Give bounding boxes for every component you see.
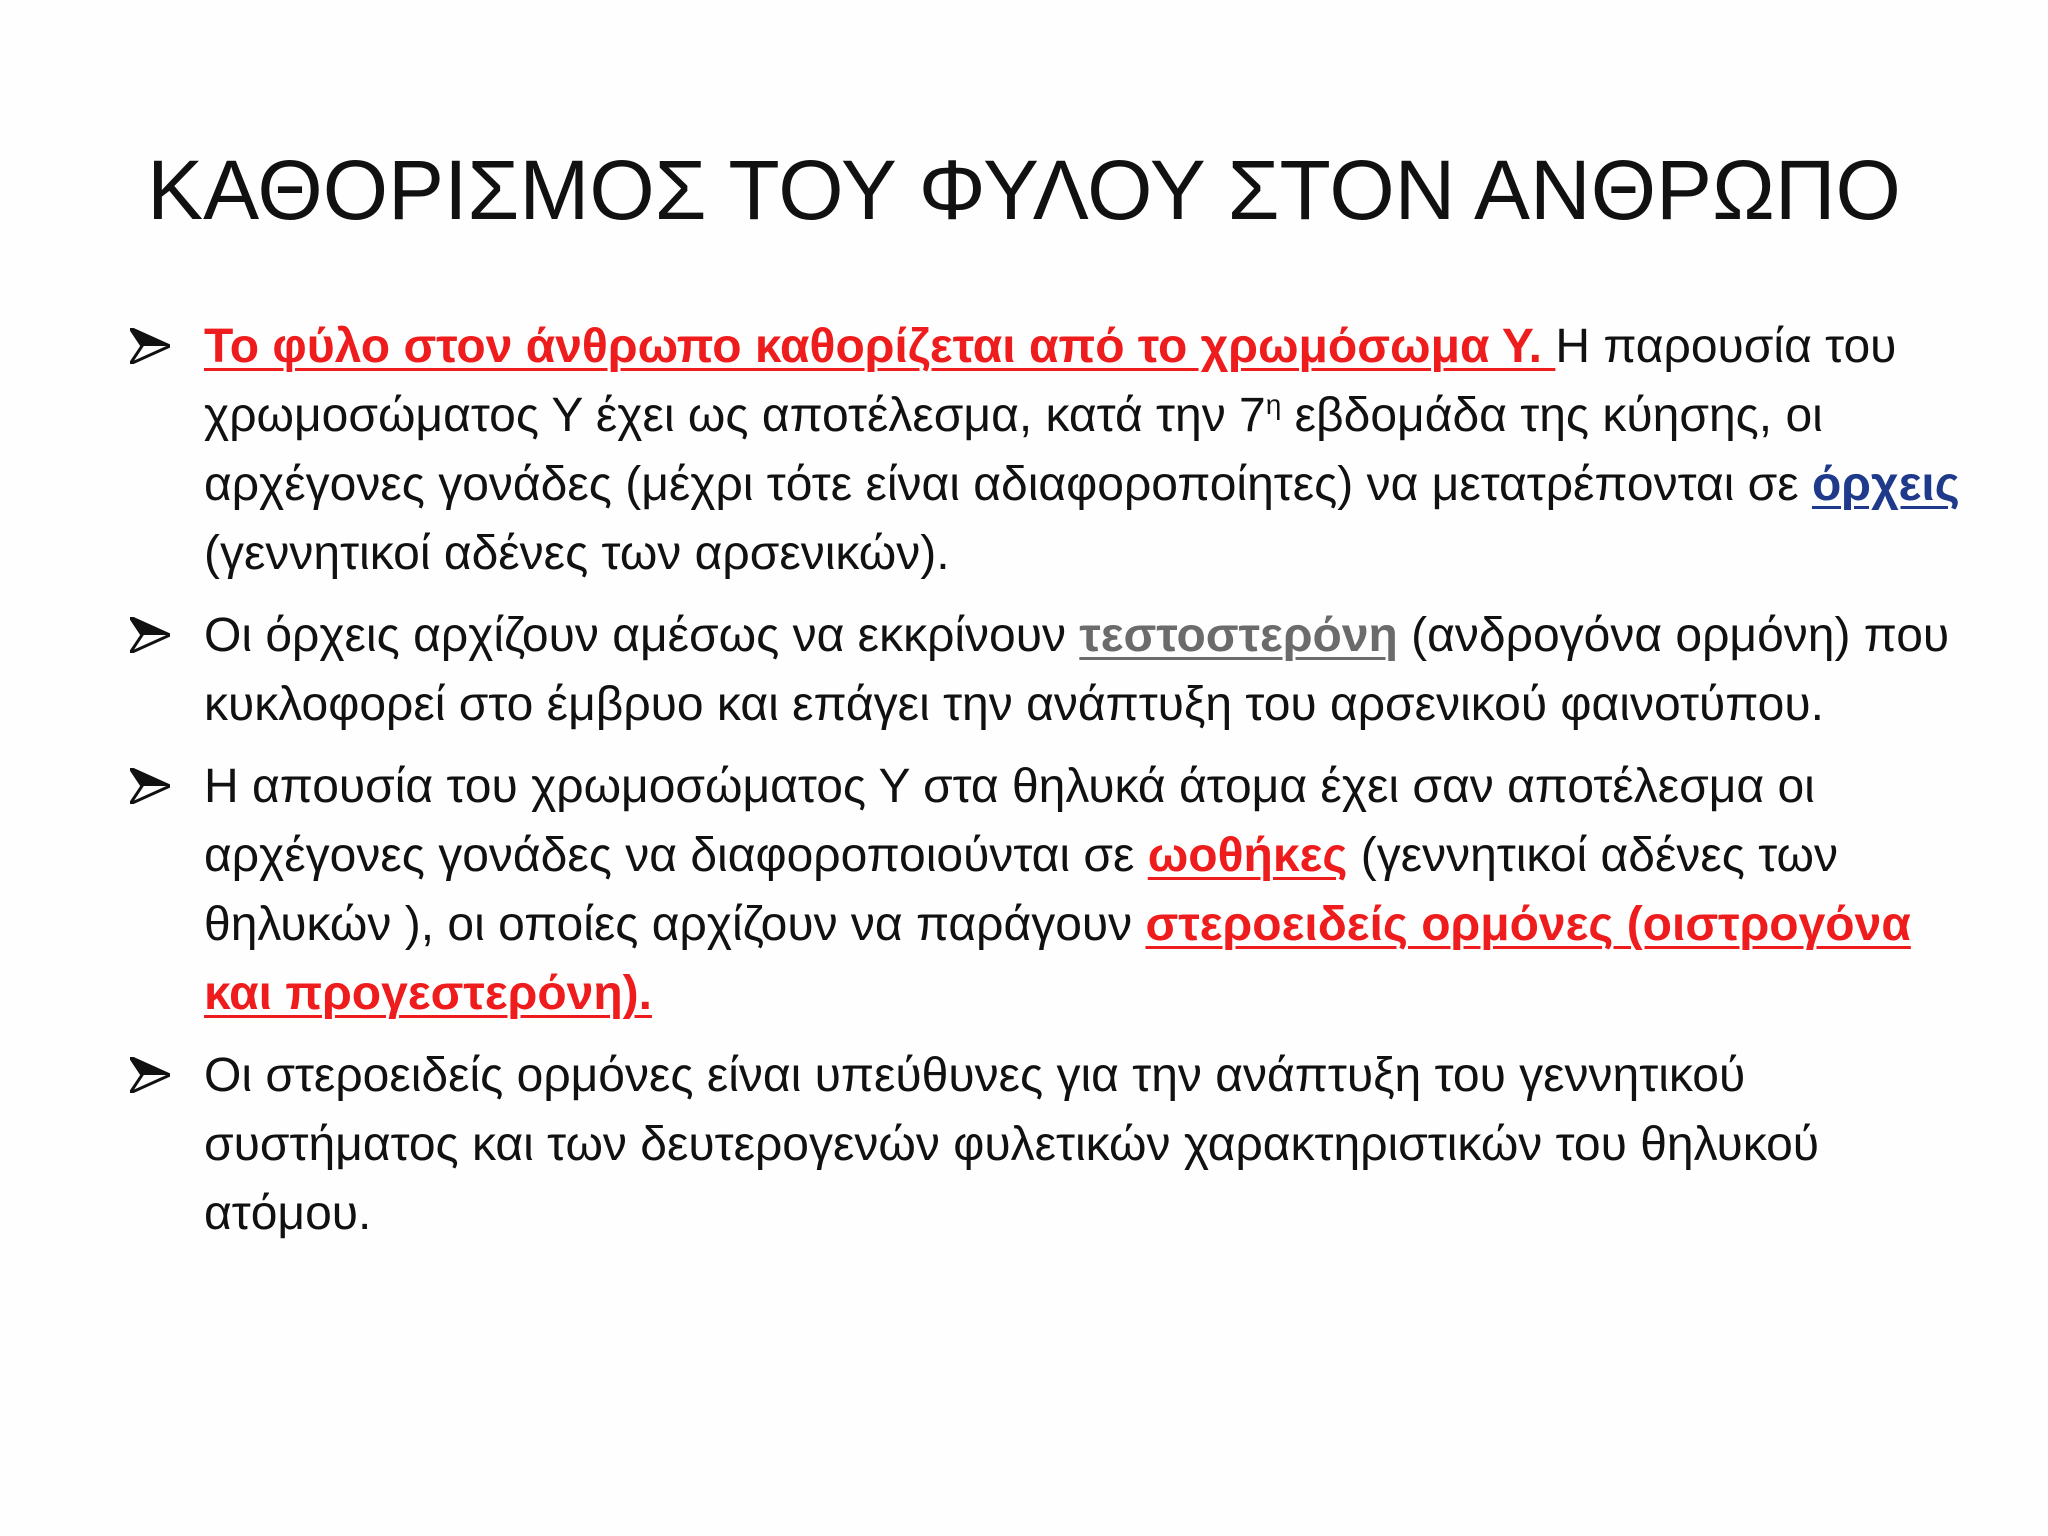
arrowhead-bullet-icon xyxy=(130,1057,170,1093)
term-testosterone: τεστοστερόνη xyxy=(1079,609,1398,662)
arrowhead-bullet-icon xyxy=(130,768,170,804)
sex-determination-statement: Το φύλο στον άνθρωπο καθορίζεται από το χρωμόσωμα Υ. xyxy=(204,320,1556,373)
bullet-text: (ανδρογόνα ορμόνη) που κυκλοφορεί στο έμβρυο και επάγει την ανάπτυξη του αρσενικού φαινοτύπου. xyxy=(204,609,1950,731)
bullet-text: (γεννητικοί αδένες των αρσενικών). xyxy=(204,527,950,580)
term-testes: όρχεις xyxy=(1811,458,1960,511)
bullet-item-3 xyxy=(130,752,1960,1028)
bullet-text: Οι όρχεις αρχίζουν αμέσως να εκκρίνουν xyxy=(204,609,1080,662)
slide-title: ΚΑΘΟΡΙΣΜΟΣ ΤΟΥ ΦΥΛΟΥ ΣΤΟΝ ΑΝΘΡΩΠΟ xyxy=(147,143,1901,237)
bullet-text: εβδομάδα της κύησης, οι αρχέγονες γονάδες (μέχρι τότε είναι αδιαφοροποίητες) να μετατρέπονται σε xyxy=(204,389,1823,511)
bullet-text: Η παρουσία του χρωμοσώματος Υ έχει ως αποτέλεσμα, κατά την 7 xyxy=(204,320,1897,442)
term-ovaries: ωοθήκες xyxy=(1147,829,1348,882)
bullet-item-2 xyxy=(130,601,1960,739)
bullet-item-4 xyxy=(130,1041,1960,1248)
arrowhead-bullet-icon xyxy=(130,617,170,653)
arrowhead-bullet-icon xyxy=(130,328,170,364)
bullet-list xyxy=(130,312,1960,1261)
ordinal-superscript: η xyxy=(1265,389,1282,420)
bullet-text: Η απουσία του χρωμοσώματος Υ στα θηλυκά άτομα έχει σαν αποτέλεσμα οι αρχέγονες γονάδες να διαφοροποιούνται σε xyxy=(204,760,1815,882)
term-steroid-hormones: στεροειδείς ορμόνες (οιστρογόνα και προγεστερόνη). xyxy=(204,898,1911,1020)
bullet-text: Οι στεροειδείς ορμόνες είναι υπεύθυνες για την ανάπτυξη του γεννητικού συστήματος και των δευτερογενών φυλετικών χαρακτηριστικών του θηλυκού ατόμου. xyxy=(204,1049,1820,1240)
bullet-item-1 xyxy=(130,312,1960,588)
bullet-text: (γεννητικοί αδένες των θηλυκών ), οι οποίες αρχίζουν να παράγουν xyxy=(204,829,1839,951)
